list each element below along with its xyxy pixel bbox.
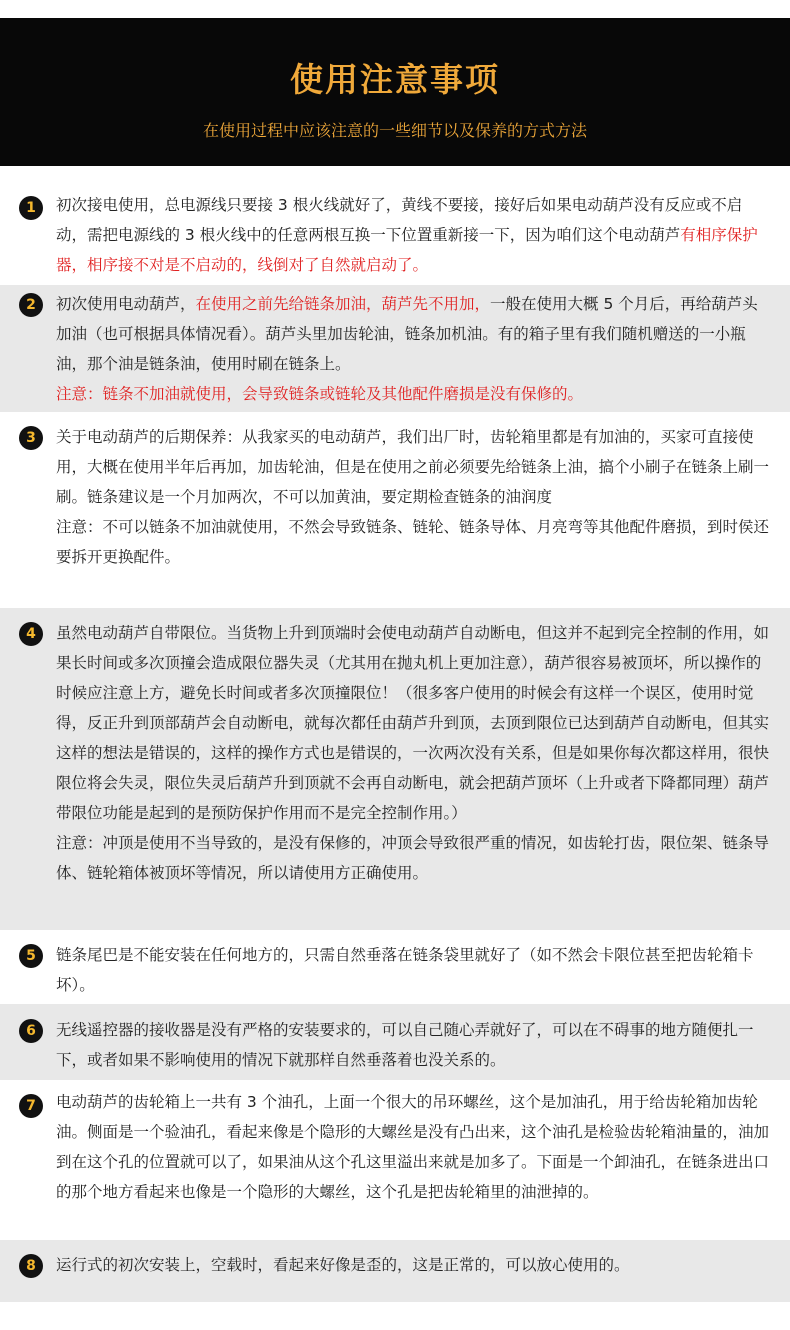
notice-text: 无线遥控器的接收器是没有严格的安装要求的，可以自己随心弄就好了，可以在不碍事的地方随便扎一下，或者如果不影响使用的情况下就那样自然垂落着也没关系的。 — [56, 1021, 754, 1069]
notice-item-5 — [0, 930, 790, 1004]
number-badge: 3 — [19, 426, 43, 450]
number-badge: 6 — [19, 1019, 43, 1043]
notice-text-normal: 关于电动葫芦的后期保养：从我家买的电动葫芦，我们出厂时，齿轮箱里都是有加油的，买家可直接使用，大概在使用半年后再加，加齿轮油，但是在使用之前必须要先给链条上油，搞个小刷子在链条上刷一刷。链条建议是一个月加两次，不可以加黄油，要定期检查链条的油润度 — [56, 428, 770, 506]
notice-text-normal: 一般在使用大概 5 个月后，再给葫芦头加油（也可根据具体情况看）。葫芦头里加齿轮油，链条加机油。有的箱子里有我们随机赠送的一小瓶油，那个油是链条油，使用时刷在链条上。 — [56, 295, 758, 373]
number-badge: 1 — [19, 196, 43, 220]
notice-item-7 — [0, 1080, 790, 1240]
notice-item-3 — [0, 412, 790, 608]
notice-text — [56, 190, 772, 280]
notice-text — [56, 618, 772, 888]
notice-item-1 — [0, 180, 790, 285]
notice-text: 链条尾巴是不能安装在任何地方的，只需自然垂落在链条袋里就好了（如不然会卡限位甚至把齿轮箱卡坏）。 — [56, 946, 754, 994]
notice-item-8 — [0, 1240, 790, 1302]
notice-item-6 — [0, 1004, 790, 1080]
notice-text-warning: 有相序保护器，相序接不对是不启动的，线倒对了自然就启动了。 — [56, 226, 758, 274]
notice-note: 注意：冲顶是使用不当导致的，是没有保修的，冲顶会导致很严重的情况，如齿轮打齿，限位架、链条导体、链轮箱体被顶坏等情况，所以请使用方正确使用。 — [56, 834, 770, 882]
notice-text — [56, 422, 772, 572]
page-subtitle: 在使用过程中应该注意的一些细节以及保养的方式方法 — [202, 121, 587, 140]
number-badge: 8 — [19, 1254, 43, 1278]
notice-note: 注意：不可以链条不加油就使用，不然会导致链条、链轮、链条导体、月亮弯等其他配件磨损，到时侯还要拆开更换配件。 — [56, 518, 770, 566]
number-badge: 5 — [19, 944, 43, 968]
notice-text-warning: 在使用之前先给链条加油，葫芦先不用加， — [195, 295, 491, 313]
number-badge: 2 — [19, 293, 43, 317]
page-title: 使用注意事项 — [290, 60, 500, 99]
notice-text-normal: 初次接电使用，总电源线只要接 3 根火线就好了，黄线不要接，接好后如果电动葫芦没有反应或不启动，需把电源线的 3 根火线中的任意两根互换一下位置重新接一下，因为咱们这个电动葫芦 — [56, 196, 743, 244]
notice-warning-note: 注意：链条不加油就使用，会导致链条或链轮及其他配件磨损是没有保修的。 — [56, 385, 584, 403]
notice-text: 电动葫芦的齿轮箱上一共有 3 个油孔，上面一个很大的吊环螺丝，这个是加油孔，用于给齿轮箱加齿轮油。侧面是一个验油孔，看起来像是个隐形的大螺丝是没有凸出来，这个油孔是检验齿轮箱油量的，油加到在这个孔的位置就可以了，如果油从这个孔这里溢出来就是加多了。下面是一个卸油孔，在链条进出口的那个地方看起来也像是一个隐形的大螺丝，这个孔是把齿轮箱里的油泄掉的。 — [56, 1093, 770, 1201]
number-badge: 4 — [19, 622, 43, 646]
page-header — [0, 18, 790, 166]
notice-text-normal: 虽然电动葫芦自带限位。当货物上升到顶端时会使电动葫芦自动断电，但这并不起到完全控制的作用，如果长时间或多次顶撞会造成限位器失灵（尤其用在抛丸机上更加注意），葫芦很容易被顶坏，所以操作的时候应注意上方，避免长时间或者多次顶撞限位！（很多客户使用的时候会有这样一个误区，使用时觉得，反正升到顶部葫芦会自动断电，就每次都任由葫芦升到顶，去顶到限位已达到葫芦自动断电，但其实这样的想法是错误的，这样的操作方式也是错误的，一次两次没有关系，但是如果你每次都这样用，很快限位将会失灵，限位失灵后葫芦升到顶就不会再自动断电，就会把葫芦顶坏（上升或者下降都同理）葫芦带限位功能是起到的是预防保护作用而不是完全控制作用。） — [56, 624, 770, 822]
notice-item-2 — [0, 285, 790, 412]
notice-text — [56, 289, 772, 409]
notice-item-4 — [0, 608, 790, 930]
number-badge: 7 — [19, 1094, 43, 1118]
notice-text-normal: 初次使用电动葫芦， — [56, 295, 196, 313]
notice-text: 运行式的初次安装上，空载时，看起来好像是歪的，这是正常的，可以放心使用的。 — [56, 1256, 630, 1274]
